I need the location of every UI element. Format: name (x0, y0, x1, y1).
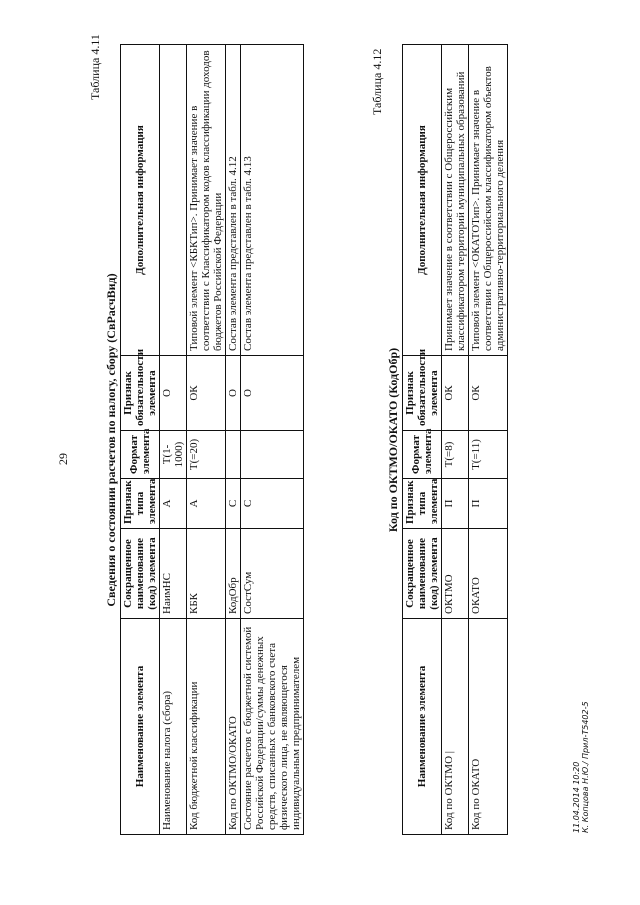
header-format: Формат элемента (121, 431, 160, 479)
header-info: Дополнительная информация (121, 45, 160, 356)
table-4-12 (402, 44, 508, 835)
cell-required: О (160, 356, 187, 431)
cell-format: Т(=8) (442, 431, 469, 479)
table-4-12-caption: Код по ОКТМО/ОКАТО (КодОбр) (386, 347, 400, 533)
table-header-row (403, 45, 442, 835)
cell-format: Т(=20) (187, 431, 226, 479)
cell-code: ОКТМО (442, 529, 469, 619)
cell-code: КодОбр (226, 529, 241, 619)
cell-code: ОКАТО (469, 529, 508, 619)
table-4-11-label: Таблица 4.11 (88, 34, 102, 100)
cell-name: Наименование налога (сбора) (160, 619, 187, 835)
cell-info: Типовой элемент <КБКТип>. Принимает значение в соответствии с Классификатором кодов классификации доходов бюджетов Российской Федерации (187, 45, 226, 356)
page-number: 29 (56, 453, 70, 465)
header-type: Признак типа элемента (121, 479, 160, 529)
table-row (187, 45, 226, 835)
footer-stamp (572, 701, 590, 833)
cell-name: Код по ОКТМО/ОКАТО (226, 619, 241, 835)
cell-code: КБК (187, 529, 226, 619)
header-code: Сокращенное наименование (код) элемента (121, 529, 160, 619)
cell-required: О (241, 356, 304, 431)
table-4-12-label: Таблица 4.12 (370, 48, 384, 115)
cell-type: П (442, 479, 469, 529)
table-4-11 (120, 44, 304, 835)
cell-name: Состояние расчетов с бюджетной системой Российской Федерации/суммы денежных средств, списанных с банковского счета физического лица, не являющегося индивидуальным предпринимателем (241, 619, 304, 835)
cell-type: С (226, 479, 241, 529)
footer-reference: К. Копцова Н.Ю./ Прил-Т5402-5 (581, 701, 590, 833)
table-header-row (121, 45, 160, 835)
cell-code: СостСум (241, 529, 304, 619)
cell-type: А (187, 479, 226, 529)
cell-name: Код по ОКТМО | (442, 619, 469, 835)
cell-info: Принимает значение в соответствии с Общероссийским классификатором территорий муниципальных образований (442, 45, 469, 356)
header-format: Формат элемента (403, 431, 442, 479)
cell-name: Код по ОКАТО (469, 619, 508, 835)
cell-required: ОК (469, 356, 508, 431)
header-info: Дополнительная информация (403, 45, 442, 356)
cell-name: Код бюджетной классификации (187, 619, 226, 835)
cell-required: ОК (187, 356, 226, 431)
cell-type: А (160, 479, 187, 529)
cell-info: Состав элемента представлен в табл. 4.12 (226, 45, 241, 356)
cell-format (241, 431, 304, 479)
header-code: Сокращенное наименование (код) элемента (403, 529, 442, 619)
cell-required: ОК (442, 356, 469, 431)
table-row (469, 45, 508, 835)
footer-timestamp: 11.04.2014 10:20 (572, 761, 581, 833)
cell-info (160, 45, 187, 356)
cell-format: Т(=11) (469, 431, 508, 479)
table-row (226, 45, 241, 835)
cell-format: Т(1-1000) (160, 431, 187, 479)
cell-type: П (469, 479, 508, 529)
table-row (241, 45, 304, 835)
header-required: Признак обязательности элемента (121, 356, 160, 431)
table-row (160, 45, 187, 835)
table-4-11-caption: Сведения о состоянии расчетов по налогу, сбору (СвРасчВид) (104, 273, 118, 607)
cell-required: О (226, 356, 241, 431)
header-type: Признак типа элемента (403, 479, 442, 529)
table-row (442, 45, 469, 835)
cell-info: Типовой элемент <ОКАТОТип>. Принимает значение в соответствии с Общероссийским классификатором объектов административно-территориального деления (469, 45, 508, 356)
cell-type: С (241, 479, 304, 529)
header-required: Признак обязательности элемента (403, 356, 442, 431)
cell-format (226, 431, 241, 479)
header-name: Наименование элемента (403, 619, 442, 835)
cell-info: Состав элемента представлен в табл. 4.13 (241, 45, 304, 356)
header-name: Наименование элемента (121, 619, 160, 835)
cell-code: НаимНС (160, 529, 187, 619)
